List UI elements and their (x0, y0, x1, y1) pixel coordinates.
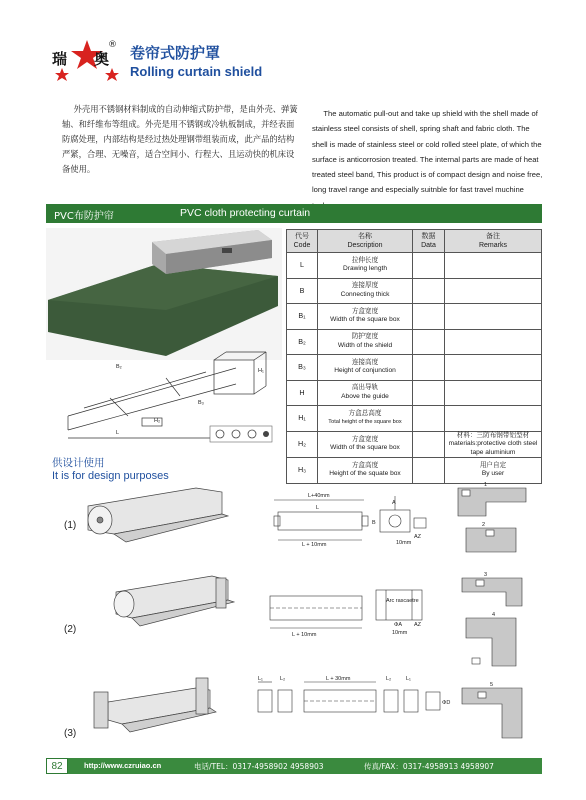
col-data: 数据 Data (413, 230, 445, 253)
table-row: H₂ 方盒宽度 Width of the square box 材料：三防布钢带铝型材 materials:protective cloth steel tape aluminium (287, 431, 542, 458)
dim-l10-1: L + 10mm (302, 542, 327, 548)
install-label-3: 3 (484, 572, 488, 578)
table-row: B₂ 防护宽度 Width of the shield (287, 329, 542, 355)
dim-l1-left: L₁ (258, 676, 263, 682)
dim-l1-right: L₁ (406, 676, 411, 682)
dim-h1-label: H₁ (258, 368, 264, 374)
design-heading-cn: 供设计使用 (52, 457, 105, 469)
section-band (46, 204, 542, 223)
dim-a-1: A (392, 500, 396, 506)
dim-l2-right: L₂ (386, 676, 392, 682)
table-row: H₁ 方盒总高度 Total height of the square box (287, 406, 542, 432)
dimension-drawing-1 (274, 496, 426, 540)
registered-mark: ® (108, 40, 117, 50)
dim-l-label: L (116, 430, 120, 436)
drawing-label-2: (2) (64, 624, 77, 635)
col-remarks: 备注 Remarks (445, 230, 542, 253)
install-label-1: 1 (484, 482, 488, 488)
dim-l40: L+40mm (308, 493, 330, 499)
table-row: H₃ 方盒高度 Height of the squate box 用户自定 By user (287, 458, 542, 484)
dim-az-2: AZ (414, 622, 422, 628)
telephone-text: 电话/TEL：0317-4958902 4958903 (194, 762, 324, 771)
roller-drawing-3 (94, 678, 216, 732)
drawing-label-3: (3) (64, 728, 77, 739)
design-heading-en: It is for design purposes (52, 470, 169, 482)
intro-text-cn: 外壳用不锈钢材料制成的自动伸缩式防护带，是由外壳、弹簧轴、和纤维布等组成。外壳是用不锈钢或冷轨板制成，并经表面防腐处理，内部结构是经过热处理钢带组装而成，此产品的结构严紧，合理、无噪音，适合空间小、行程大、且运动快的机床设备使用。 (62, 104, 298, 174)
col-description: 名称 Description (318, 230, 413, 253)
technical-drawings (46, 482, 546, 752)
dim-phi-a: ΦA (394, 622, 403, 628)
remark-material: 材料：三防布钢带铝型材 materials:protective cloth steel tape aluminium (445, 431, 542, 458)
spec-table (286, 229, 542, 484)
dim-arc: Arc rascaetre (386, 598, 419, 604)
page-header (0, 0, 586, 95)
col-code: 代号 Code (287, 230, 318, 253)
page-footer (46, 758, 542, 774)
page-title-cn: 卷帘式防护罩 (130, 44, 221, 62)
dim-b: B (372, 520, 376, 526)
section-title-en: PVC cloth protecting curtain (180, 207, 311, 219)
dim-10-2: 10mm (392, 630, 408, 636)
dim-l2-left: L₂ (280, 676, 286, 682)
table-row: B 连接厚度 Connecting thick (287, 278, 542, 304)
dim-b2-label: B₂ (116, 364, 122, 370)
install-label-5: 5 (490, 682, 494, 688)
roller-drawing-1 (88, 488, 228, 542)
dimension-drawing-3 (258, 682, 440, 712)
intro-text-en: The automatic pull-out and take up shield with the shell made of stainless steel consists of shell, spring shaft and fabric cloth. The shell is made of stainless steel or cold rolled steel plate, of which the surface is anticorrosion treated. The internal parts are made of heat treated steel band, This product is of compact design and noise free, long travel range and especially suitnble for fast travel muchine (312, 109, 543, 195)
product-illustration (46, 228, 282, 450)
table-row: L 拉伸长度 Drawing length (287, 253, 542, 279)
logo-char-ao: 奥 (94, 50, 110, 68)
website-link[interactable]: http://www.czruiao.cn (84, 761, 162, 770)
table-row: B₃ 连接高度 Height of conjunction (287, 355, 542, 381)
dim-l-1: L (316, 505, 320, 511)
table-row: H 高出导轨 Above the guide (287, 380, 542, 406)
page-title-en: Rolling curtain shield (130, 64, 263, 79)
roller-drawing-2 (114, 576, 234, 626)
design-drawings (46, 482, 546, 752)
install-label-4: 4 (492, 612, 496, 618)
dim-l10-2: L + 10mm (292, 632, 317, 638)
dim-phi-d: ΦD (442, 700, 451, 706)
table-header-row (287, 230, 542, 253)
dim-b3-label: B₃ (198, 400, 204, 406)
dim-h2-label: H₂ (154, 418, 161, 424)
dim-l30: L + 30mm (326, 676, 351, 682)
section-title-cn: PVC布防护帘 (54, 211, 114, 222)
dim-10-1: 10mm (396, 540, 412, 546)
remark-user: 用户自定 By user (445, 458, 542, 484)
curtain-photo-image (46, 228, 282, 450)
logo-char-rui: 瑞 (52, 50, 68, 68)
page-number: 82 (46, 758, 68, 774)
dim-az-1: AZ (414, 534, 422, 540)
fax-text: 传真/FAX：0317-4958913 4958907 (364, 762, 494, 771)
drawing-label-1: (1) (64, 520, 77, 531)
table-row: B₁ 方盒宽度 Width of the square box (287, 304, 542, 330)
install-label-2: 2 (482, 522, 486, 528)
